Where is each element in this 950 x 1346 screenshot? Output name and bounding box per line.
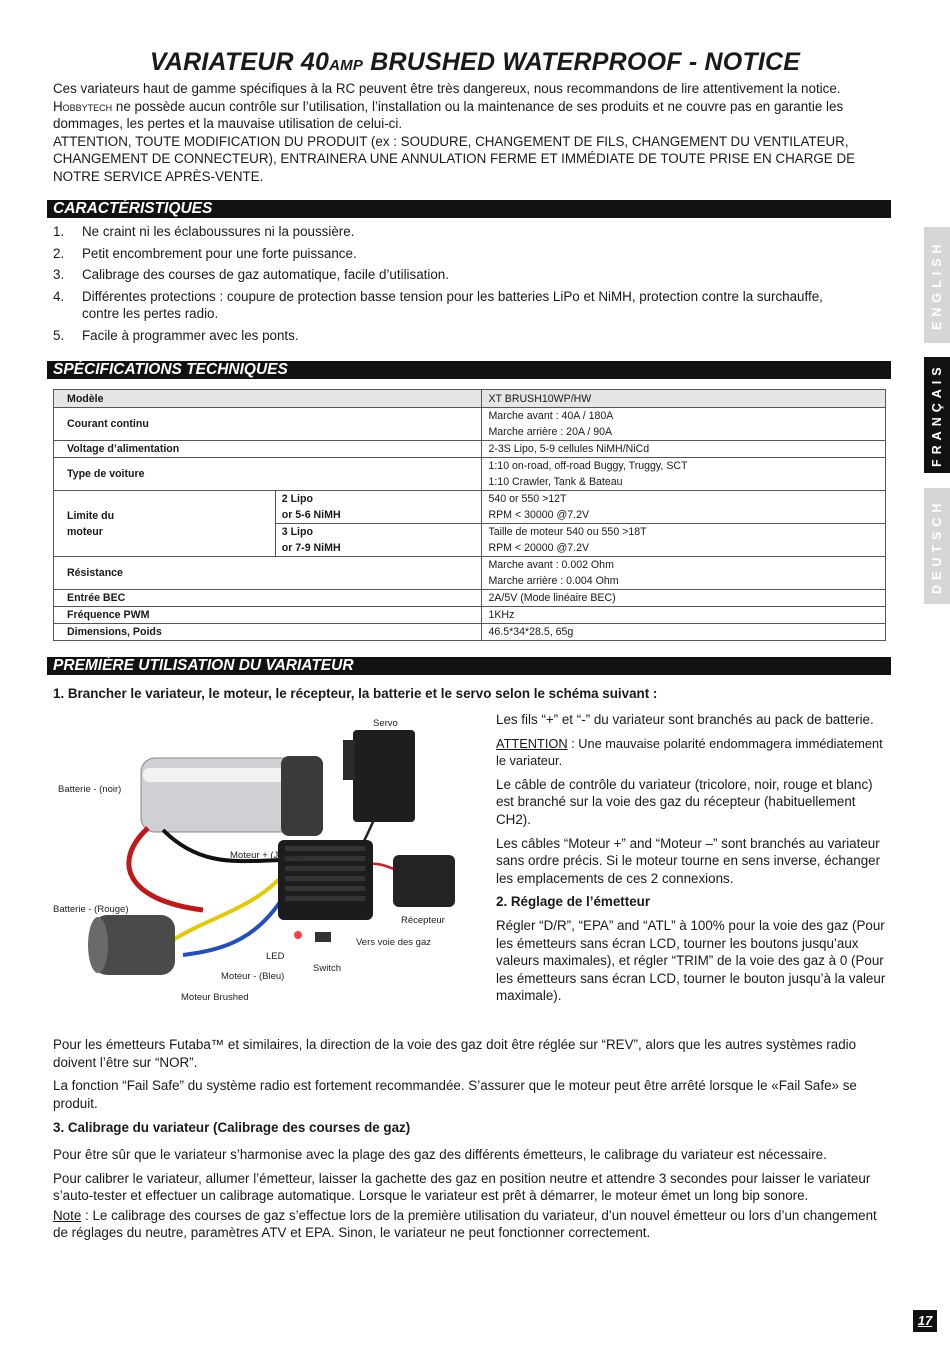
section-specs-heading: SPÉCIFICATIONS TECHNIQUES xyxy=(47,361,891,379)
wiring-diagram xyxy=(53,710,458,1010)
pwm-text: 1KHz xyxy=(488,609,515,621)
list-text: Calibrage des courses de gaz automatique, facile d’utilisation. xyxy=(82,267,449,283)
list-number: 5. xyxy=(53,327,65,343)
transmitter-settings-paragraph: Régler “D/R”, “EPA” and “ATL” à 100% pour la voie des gaz (Pour les émetteurs sans écran LCD, tourner les boutons jusqu’aux valeurs maximales), et régler “TRIM” de la voie des gaz à 0 (Pour les émetteurs sans écran LCD, tourner le bouton jusqu’à la valeur maximale). xyxy=(496,917,886,1004)
list-item xyxy=(53,223,853,241)
specs-table xyxy=(53,389,886,641)
note-paragraph xyxy=(53,1207,891,1242)
list-number: 1. xyxy=(53,224,65,239)
table-row xyxy=(54,590,886,607)
resistance-forward: Marche avant : 0.002 Ohm xyxy=(488,559,614,571)
motor-a-line1: 2 Lipo xyxy=(281,493,313,505)
dimensions-value xyxy=(482,624,886,641)
motor-b-value2: RPM < 20000 @7.2V xyxy=(488,542,590,554)
car-type-1: 1:10 on-road, off-road Buggy, Truggy, SCT xyxy=(488,460,688,472)
car-label: Type de voiture xyxy=(54,458,482,491)
page-number: 17 xyxy=(913,1310,937,1332)
intro-warning: ATTENTION, TOUTE MODIFICATION DU PRODUIT (ex : SOUDURE, CHANGEMENT DE FILS, CHANGEMENT DU VENTILATEUR, CHANGEMENT DE CONNECTEUR), ENTRAINERA UNE ANNULATION FERME ET IMMÉDIATE DE TOUTE PRISE EN CHARGE DE NOTRE SERVICE APRÈS-VENTE. xyxy=(53,133,856,184)
label-receiver: Récepteur xyxy=(401,915,445,926)
list-text: Petit encombrement pour une forte puissance. xyxy=(82,245,357,261)
failsafe-paragraph: La fonction “Fail Safe” du système radio est fortement recommandée. S’assurer que le moteur peut être arrêté lorsque le «Fail Safe» se produit. xyxy=(53,1078,857,1111)
motor-a-line2: or 5-6 NiMH xyxy=(281,509,341,521)
title-part2: BRUSHED WATERPROOF - NOTICE xyxy=(363,48,801,76)
step3-heading: 3. Calibrage du variateur (Calibrage des courses de gaz) xyxy=(53,1120,411,1136)
current-label: Courant continu xyxy=(54,408,482,441)
motor-b-line2: or 7-9 NiMH xyxy=(281,542,341,554)
motor-end xyxy=(88,917,108,973)
section-features-heading: CARACTÉRISTIQUES xyxy=(47,200,891,218)
page-title xyxy=(0,48,950,77)
attention-label: ATTENTION xyxy=(496,735,568,751)
receiver-body xyxy=(393,855,455,907)
tab-francais[interactable]: FRANÇAIS xyxy=(924,357,950,473)
note-text: : Le calibrage des courses de gaz s’effectue lors de la première utilisation du variateur, d’un nouvel émetteur ou lors d’un changement de réglages du neutre, paramètres ATV et EPA. Sinon, le variateur ne peut fonctionner correctement. xyxy=(53,1207,877,1241)
model-value: XT BRUSH10WP/HW xyxy=(482,390,886,408)
list-item xyxy=(53,288,853,323)
intro-text-1: Ces variateurs haut de gamme spécifiques à la RC peuvent être très dangereux, nous recommandons de lire attentivement la notice. xyxy=(53,81,841,96)
dimensions-label: Dimensions, Poids xyxy=(54,624,482,641)
table-row xyxy=(54,624,886,641)
calibration-need-paragraph: Pour être sûr que le variateur s’harmonise avec la plage des gaz des différents émetteurs, le calibrage du variateur est nécessaire. xyxy=(53,1146,827,1162)
label-switch: Switch xyxy=(313,963,341,974)
motor-label-line2: moteur xyxy=(67,525,103,538)
motor-a-value2: RPM < 30000 @7.2V xyxy=(488,509,590,521)
label-battery-pos: Batterie - (Rouge) xyxy=(53,904,129,915)
wire-yellow xyxy=(173,870,288,940)
futaba-paragraph: Pour les émetteurs Futaba™ et similaires, la direction de la voie des gaz doit être réglée sur “REV”, alors que les autres systèmes radio doivent l’être sur “NOR”. xyxy=(53,1037,857,1070)
servo-ear xyxy=(343,740,355,780)
car-type-2: 1:10 Crawler, Tank & Bateau xyxy=(488,476,623,488)
pwm-label: Fréquence PWM xyxy=(54,607,482,624)
attention-text: : Une mauvaise polarité endommagera immédiatement le variateur. xyxy=(496,735,883,769)
bec-label: Entrée BEC xyxy=(54,590,482,607)
list-text: Facile à programmer avec les ponts. xyxy=(82,327,299,343)
wire-red xyxy=(129,828,203,910)
features-list xyxy=(53,223,853,349)
label-motor-neg: Moteur - (Bleu) xyxy=(221,971,285,982)
switch-body xyxy=(315,932,331,942)
motor-2lipo-label xyxy=(275,491,482,524)
list-item xyxy=(53,327,853,345)
label-battery-neg: Batterie - (noir) xyxy=(58,784,122,795)
current-reverse: Marche arrière : 20A / 90A xyxy=(488,426,613,438)
resistance-value xyxy=(482,557,886,590)
voltage-value xyxy=(482,441,886,458)
dimensions-text: 46.5*34*28.5, 65g xyxy=(488,626,574,638)
resistance-label: Résistance xyxy=(54,557,482,590)
bottom-block xyxy=(53,1036,891,1248)
wire-blue xyxy=(183,880,293,955)
table-row xyxy=(54,557,886,590)
current-value xyxy=(482,408,886,441)
attention-paragraph xyxy=(496,735,886,770)
table-row xyxy=(54,607,886,624)
bec-text: 2A/5V (Mode linéaire BEC) xyxy=(488,592,616,604)
battery-paragraph: Les fils “+” et “-” du variateur sont branchés au pack de batterie. xyxy=(496,712,874,727)
current-forward: Marche avant : 40A / 180A xyxy=(488,410,614,422)
step2-heading: 2. Réglage de l’émetteur xyxy=(496,894,651,910)
voltage-label: Voltage d’alimentation xyxy=(54,441,482,458)
label-motor-brushed: Moteur Brushed xyxy=(181,992,249,1003)
motor-2lipo-value xyxy=(482,491,886,524)
model-label: Modèle xyxy=(54,390,482,408)
list-number: 2. xyxy=(53,245,65,261)
motor-b-value1: Taille de moteur 540 ou 550 >18T xyxy=(488,526,647,538)
motor-limit-label xyxy=(54,491,276,557)
motor-label-line1: Limite du xyxy=(67,509,115,522)
right-column xyxy=(496,711,886,1011)
list-text: Différentes protections : coupure de protection basse tension pour les batteries LiPo et NiMH, protection contre la surchauffe, contre les pertes radio. xyxy=(82,288,823,322)
table-row xyxy=(54,458,886,491)
table-row xyxy=(54,441,886,458)
resistance-reverse: Marche arrière : 0.004 Ohm xyxy=(488,575,619,587)
list-number: 4. xyxy=(53,288,65,304)
servo-body xyxy=(353,730,415,822)
tab-english[interactable]: ENGLISH xyxy=(924,227,950,343)
battery-end-cap xyxy=(281,756,323,836)
title-part1: VARIATEUR 40 xyxy=(149,48,330,76)
motor-3lipo-value xyxy=(482,524,886,557)
voltage-text: 2-3S Lipo, 5-9 cellules NiMH/NiCd xyxy=(488,443,650,455)
led-indicator xyxy=(294,931,302,939)
bec-value xyxy=(482,590,886,607)
tab-deutsch[interactable]: DEUTSCH xyxy=(924,488,950,604)
pwm-value xyxy=(482,607,886,624)
list-item xyxy=(53,245,853,263)
label-motor-pos: Moteur + (Jaune) xyxy=(230,850,303,861)
intro-text-2: ne possède aucun contrôle sur l’utilisation, l’installation ou la maintenance de ses produits et ne couvre pas en garantie les dommages, les pertes et la mauvaise utilisation de celui-ci. xyxy=(53,98,844,132)
title-amp: AMP xyxy=(329,57,364,74)
label-servo: Servo xyxy=(373,718,398,729)
intro-block xyxy=(53,80,891,186)
table-row xyxy=(54,408,886,441)
list-text: Ne craint ni les éclaboussures ni la poussière. xyxy=(82,224,355,239)
list-number: 3. xyxy=(53,267,65,283)
control-cable-paragraph: Le câble de contrôle du variateur (tricolore, noir, rouge et blanc) est branché sur la voie des gaz du récepteur (habituellement CH2). xyxy=(496,776,873,827)
motor-3lipo-label xyxy=(275,524,482,557)
table-row xyxy=(54,390,886,408)
section-first-use-heading: PREMIÈRE UTILISATION DU VARIATEUR xyxy=(47,657,891,675)
brand-name: Hobbytech xyxy=(53,98,113,114)
intro-paragraph xyxy=(53,80,891,133)
motor-cables-paragraph: Les câbles “Moteur +” and “Moteur –” sont branchés au variateur sans ordre précis. Si le moteur tourne en sens inverse, échanger les emplacements de ces 2 connexions. xyxy=(496,835,881,886)
step1-heading: 1. Brancher le variateur, le moteur, le récepteur, la batterie et le servo selon le schéma suivant : xyxy=(53,686,658,701)
car-value xyxy=(482,458,886,491)
calibration-procedure-paragraph: Pour calibrer le variateur, allumer l’émetteur, laisser la gachette des gaz en position neutre et attendre 3 secondes pour laisser le variateur s’auto-tester et effectuer un calibrage automatique. Lorsque le variateur est prêt à démarrer, le moteur émet un long bip sonore. xyxy=(53,1170,871,1204)
motor-a-value1: 540 or 550 >12T xyxy=(488,493,567,505)
label-throttle: Vers voie des gaz xyxy=(356,937,431,948)
label-led: LED xyxy=(266,951,285,962)
table-row xyxy=(54,491,886,524)
list-item xyxy=(53,266,853,284)
note-label: Note xyxy=(53,1207,82,1223)
motor-b-line1: 3 Lipo xyxy=(281,526,313,538)
